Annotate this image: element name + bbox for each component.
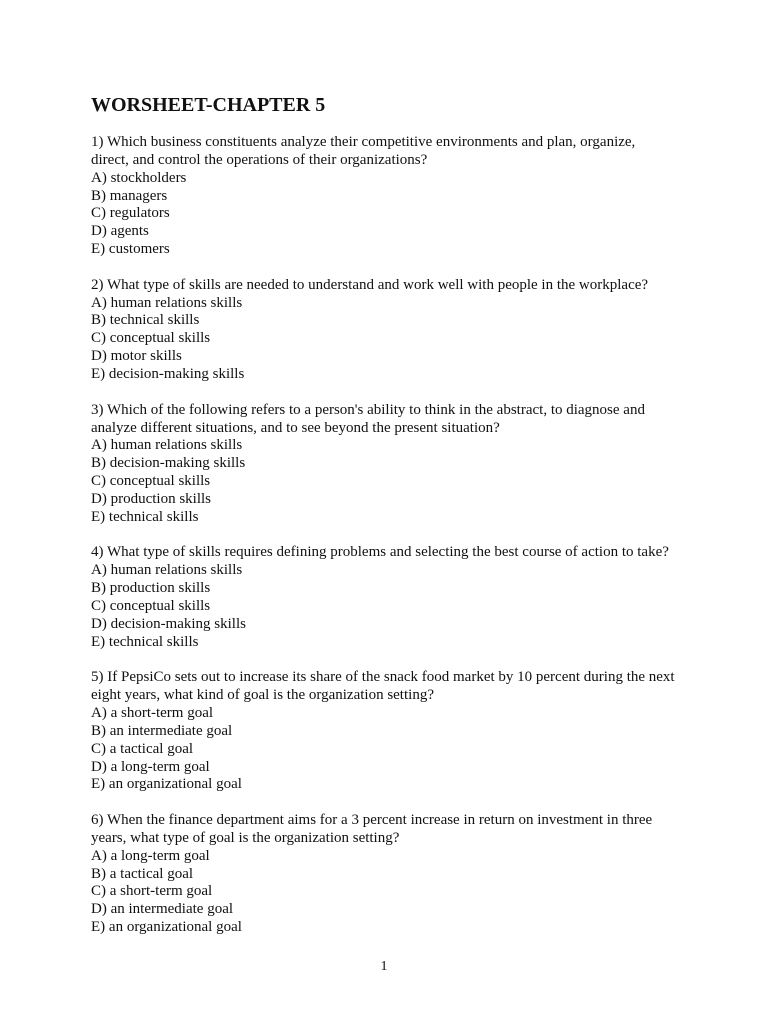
- question-4-option-e: E) technical skills: [91, 633, 199, 650]
- question-4-option-b: B) production skills: [91, 580, 211, 597]
- question-1-stem-line-2: direct, and control the operations of their organizations?: [91, 151, 428, 168]
- question-5-option-b: B) an intermediate goal: [91, 722, 233, 739]
- question-6-option-c: C) a short-term goal: [91, 883, 213, 900]
- question-1-option-e: E) customers: [91, 241, 170, 258]
- question-2-option-c: C) conceptual skills: [91, 330, 211, 347]
- question-6-option-d: D) an intermediate goal: [91, 901, 234, 918]
- question-1-stem-line-1: 1) Which business constituents analyze their competitive environments and plan, organize,: [91, 134, 636, 150]
- question-2-option-d: D) motor skills: [91, 348, 182, 365]
- question-3-option-c: C) conceptual skills: [91, 473, 211, 490]
- page-number: 1: [380, 959, 388, 974]
- question-3-stem-line-2: analyze different situations, and to see beyond the present situation?: [91, 419, 500, 436]
- worksheet-title: WORSHEET-CHAPTER 5: [91, 94, 326, 116]
- question-4-option-d: D) decision-making skills: [91, 615, 246, 632]
- question-3-stem-line-1: 3) Which of the following refers to a person's ability to think in the abstract, to diagnose and: [91, 401, 645, 418]
- question-4: [91, 544, 731, 651]
- question-6-option-b: B) a tactical goal: [91, 865, 194, 882]
- question-5-option-a: A) a short-term goal: [91, 705, 214, 721]
- question-2-option-b: B) technical skills: [91, 312, 200, 329]
- question-5-option-c: C) a tactical goal: [91, 740, 194, 757]
- question-6-option-e: E) an organizational goal: [91, 919, 242, 936]
- question-6-stem-line-2: years, what type of goal is the organization setting?: [91, 829, 400, 846]
- question-1-option-d: D) agents: [91, 223, 149, 240]
- question-5-option-e: E) an organizational goal: [91, 776, 242, 793]
- question-5-option-d: D) a long-term goal: [91, 758, 210, 775]
- question-3-option-d: D) production skills: [91, 490, 211, 507]
- question-3-option-a: A) human relations skills: [91, 437, 243, 454]
- question-5: [91, 669, 731, 794]
- question-5-stem-line-1: 5) If PepsiCo sets out to increase its share of the snack food market by 10 percent during the next: [91, 669, 675, 686]
- question-5-stem-line-2: eight years, what kind of goal is the organization setting?: [91, 687, 434, 704]
- question-1-option-a: A) stockholders: [91, 169, 187, 186]
- question-4-option-c: C) conceptual skills: [91, 597, 211, 614]
- question-2-option-a: A) human relations skills: [91, 294, 243, 311]
- question-3-option-e: E) technical skills: [91, 508, 199, 525]
- question-6-option-a: A) a long-term goal: [91, 847, 210, 864]
- question-1: [91, 134, 731, 259]
- question-6: [91, 812, 731, 937]
- question-1-option-c: C) regulators: [91, 205, 170, 222]
- question-list: [91, 134, 731, 955]
- question-2-stem-line-1: 2) What type of skills are needed to understand and work well with people in the workplace?: [91, 276, 649, 293]
- question-4-stem-line-1: 4) What type of skills requires defining problems and selecting the best course of action to take?: [91, 544, 669, 561]
- question-6-stem-line-1: 6) When the finance department aims for a 3 percent increase in return on investment in three: [91, 812, 653, 829]
- question-3: [91, 402, 731, 527]
- question-1-option-b: B) managers: [91, 187, 168, 204]
- question-2: [91, 277, 731, 384]
- question-2-option-e: E) decision-making skills: [91, 365, 245, 382]
- question-4-option-a: A) human relations skills: [91, 562, 243, 579]
- question-3-option-b: B) decision-making skills: [91, 455, 246, 472]
